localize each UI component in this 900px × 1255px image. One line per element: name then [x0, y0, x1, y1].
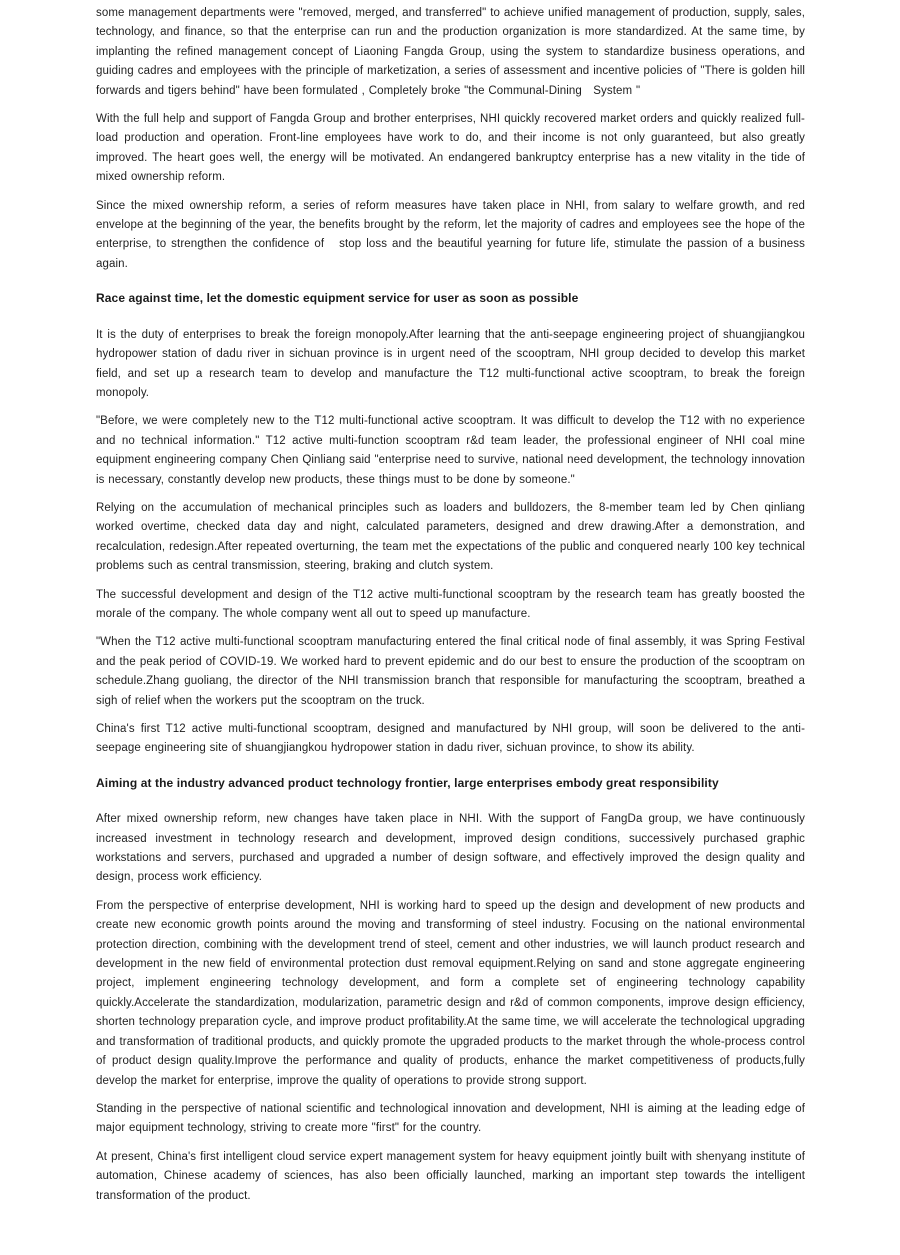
paragraph: Standing in the perspective of national scientific and technological innovation and development, NHI is aiming at the leading edge of major equipment technology, striving to create more "first" for the country.	[96, 1102, 805, 1135]
paragraph: The successful development and design of the T12 active multi-functional scooptram by the research team has greatly boosted the morale of the company. The whole company went all out to speed up manufacture.	[96, 588, 805, 620]
paragraph: At present, China's first intelligent cloud service expert management system for heavy equipment jointly built with shenyang institute of automation, Chinese academy of sciences, has also been officially launched, marking an important step towards the intelligent transformation of the product.	[96, 1150, 805, 1202]
paragraph: With the full help and support of Fangda Group and brother enterprises, NHI quickly recovered market orders and quickly realized full-load production and operation. Front-line employees have work to do, and their income is not only guaranteed, but also greatly improved. The heart goes well, the energy will be motivated. An endangered bankruptcy enterprise has a new vitality in the tide of mixed ownership reform.	[96, 113, 805, 184]
paragraph: Relying on the accumulation of mechanical principles such as loaders and bulldozers, the 8-member team led by Chen qinliang worked overtime, checked data day and night, calculated parameters, designed and drew drawing.After a demonstration, and recalculation, redesign.After repeated overturning, the team met the expectations of the public and conquered nearly 100 key technical problems such as central transmission, steering, braking and clutch system.	[96, 501, 805, 573]
paragraph: It is the duty of enterprises to break the foreign monopoly.After learning that the anti-seepage engineering project of shuangjiangkou hydropower station of dadu river in sichuan province is in urgent need of the scooptram, NHI group decided to develop this market field, and set up a research team to develop and manufacture the T12 multi-functional active scooptram, to break the foreign monopoly.	[96, 328, 805, 399]
section-heading: Aiming at the industry advanced product technology frontier, large enterprises embody great responsibility	[96, 775, 719, 790]
paragraph: China's first T12 active multi-functional scooptram, designed and manufactured by NHI group, will soon be delivered to the anti-seepage engineering site of shuangjiangkou hydropower station in dadu river, sichuan province, to show its ability.	[96, 723, 805, 755]
section-heading: Race against time, let the domestic equipment service for user as soon as possible	[96, 291, 579, 306]
paragraph: "When the T12 active multi-functional scooptram manufacturing entered the final critical node of final assembly, it was Spring Festival and the peak period of COVID-19. We worked hard to prevent epidemic and do our best to ensure the production of the scooptram on schedule.Zhang guoliang, the director of the NHI transmission branch that responsible for manufacturing the scooptram, breathed a sigh of relief when the workers put the scooptram on the truck.	[96, 636, 805, 707]
paragraph: "Before, we were completely new to the T12 multi-functional active scooptram. It was difficult to develop the T12 with no experience and no technical information." T12 active multi-function scooptram r&d team leader, the professional engineer of NHI coal mine equipment engineering company Chen Qinliang said "enterprise need to survive, national need development, the technology innovation is necessary, constantly develop new products, these things must to be done by someone."	[96, 415, 805, 486]
paragraph: After mixed ownership reform, new changes have taken place in NHI. With the support of FangDa group, we have continuously increased investment in technology research and development, improved design conditions, successively purchased graphic workstations and servers, purchased and upgraded a number of design software, and effectively improved the design quality and design, process work efficiency.	[96, 813, 805, 884]
paragraph: some management departments were "removed, merged, and transferred" to achieve unified management of production, supply, sales, technology, and finance, so that the enterprise can run and the production organization is more standardized. At the same time, by implanting the refined management concept of Liaoning Fangda Group, using the system to standardize business operations, and guiding cadres and employees with the principle of marketization, a series of assessment and incentive policies of "There is golden hill forwards and tigers behind" have been formulated , Completely broke "the Communal-Dining System "	[96, 7, 805, 97]
paragraph: From the perspective of enterprise development, NHI is working hard to speed up the design and development of new products and create new economic growth points around the moving and transforming of steel industry. Focusing on the national environmental protection direction, combining with the development trend of steel, cement and other industries, we will launch product research and development in the new field of environmental protection dust removal equipment.Relying on sand and stone aggregate engineering project, implement engineering technology development, and form a complete set of engineering technology capability quickly.Accelerate the standardization, modularization, parametric design and r&d of common components, improve design efficiency, shorten technology preparation cycle, and improve product profitability.At the same time, we will accelerate the technological upgrading and transformation of traditional products, and quickly promote the upgraded products to the market through the whole-process control of product design quality.Improve the performance and quality of products, enhance the market competitiveness of products,fully develop the market for enterprise, improve the quality of operations to provide strong support.	[96, 899, 805, 1087]
paragraph: Since the mixed ownership reform, a series of reform measures have taken place in NHI, from salary to welfare growth, and red envelope at the beginning of the year, the benefits brought by the reform, let the majority of cadres and employees see the hope of the enterprise, to strengthen the confidence of stop loss and the beautiful yearning for future life, stimulate the passion of a business again.	[96, 199, 805, 270]
